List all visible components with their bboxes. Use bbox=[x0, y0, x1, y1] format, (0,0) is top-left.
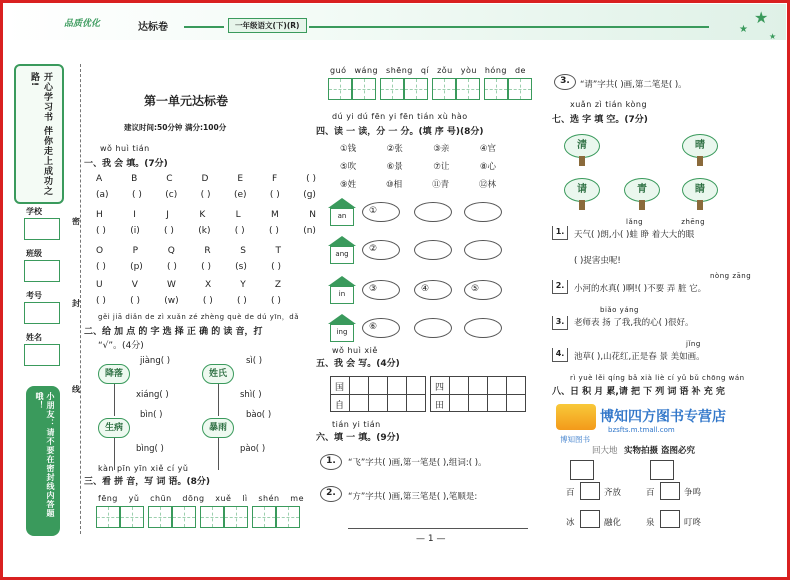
section5-title: 五、我 会 写。(4分) bbox=[316, 359, 400, 369]
letter-cell: S bbox=[240, 246, 246, 256]
header-rule-right bbox=[309, 26, 709, 28]
char-option: ⑪青 bbox=[432, 180, 450, 190]
section7-pinyin: xuǎn zì tián kòng bbox=[570, 100, 648, 109]
pinyin-syllable: guó bbox=[330, 66, 347, 75]
exam-meta: 建议时间:50分钟 满分:100分 bbox=[124, 123, 227, 132]
page-number: — 1 — bbox=[416, 534, 446, 544]
pinyin-option[interactable]: bào( ) bbox=[246, 410, 272, 420]
letter-cell: M bbox=[271, 210, 279, 220]
section1-title: 一、我 会 填。(7分) bbox=[84, 159, 168, 169]
grade-tag: 一年级语文(下)(R) bbox=[228, 18, 307, 33]
tree-char bbox=[564, 178, 600, 210]
section4-pinyin: dú yi dú fēn yi fēn tián xù hào bbox=[332, 112, 468, 121]
cloud-answer[interactable] bbox=[464, 202, 502, 222]
phrase-prefix: 百 bbox=[566, 488, 575, 498]
pinyin-option[interactable]: xiáng( ) bbox=[136, 390, 169, 400]
class-field[interactable] bbox=[24, 260, 60, 282]
sentence-pinyin: jǐng bbox=[686, 340, 701, 348]
header-rule bbox=[184, 26, 224, 28]
writing-box[interactable] bbox=[224, 506, 248, 528]
letter-cell: F bbox=[271, 174, 278, 184]
sentence: ( )捉害虫呢! bbox=[574, 256, 621, 266]
name-field[interactable] bbox=[24, 344, 60, 366]
tree-char bbox=[682, 134, 718, 166]
tree-label: 请 bbox=[564, 178, 600, 202]
letter-cell: ( ) bbox=[202, 296, 213, 306]
letter-row bbox=[96, 210, 316, 220]
writing-box[interactable] bbox=[432, 78, 456, 100]
char-option: ①钱 bbox=[340, 144, 357, 154]
letter-cell: ( ) bbox=[269, 226, 279, 236]
letter-cell: ( ) bbox=[130, 296, 140, 306]
pinyin-syllable: yǔ bbox=[128, 494, 140, 503]
word-pinyin bbox=[98, 494, 304, 503]
letter-cell: B bbox=[131, 174, 138, 184]
char-row bbox=[340, 178, 496, 190]
char-option: ⑦让 bbox=[433, 162, 450, 172]
writing-box[interactable] bbox=[252, 506, 276, 528]
letter-cell: V bbox=[131, 280, 138, 290]
house-icon bbox=[328, 198, 356, 226]
house-label: in bbox=[330, 286, 354, 304]
slogan-scroll bbox=[14, 64, 64, 204]
header-band bbox=[4, 4, 786, 40]
writing-box[interactable] bbox=[456, 78, 480, 100]
tree-char bbox=[624, 178, 660, 210]
letter-cell: J bbox=[166, 210, 169, 220]
pinyin-syllable: fēng bbox=[98, 494, 118, 503]
letter-row bbox=[96, 226, 316, 236]
pinyin-syllable: shén bbox=[258, 494, 280, 503]
pinyin-syllable: qí bbox=[420, 66, 430, 75]
question-1: “飞”字共( )画,第一笔是( ),组词:( )。 bbox=[348, 458, 487, 468]
section7-title: 七、选 字 填 空。(7分) bbox=[552, 115, 648, 125]
crown-badge: 2. bbox=[552, 280, 568, 294]
writing-box[interactable] bbox=[484, 78, 508, 100]
cloud-number: ③ bbox=[369, 284, 378, 294]
pinyin-syllable: de bbox=[514, 66, 526, 75]
sentence: 小河的水真( )啊!( )不要 弄 脏 它。 bbox=[574, 284, 707, 294]
flower-word: 姓氏 bbox=[202, 364, 234, 384]
flower-word: 生病 bbox=[98, 418, 130, 438]
section6-title: 六、填 一 填。(9分) bbox=[316, 433, 400, 443]
partial-phrase: 回大地 bbox=[592, 446, 618, 456]
phrase-suffix: 融化 bbox=[604, 518, 622, 528]
sentence-pinyin: biǎo yáng bbox=[600, 306, 639, 314]
cloud-answer[interactable] bbox=[362, 318, 400, 338]
book-title: 达标卷 bbox=[138, 22, 168, 33]
pinyin-option[interactable]: pào( ) bbox=[240, 444, 266, 454]
shop-logo-text: 博知图书 bbox=[560, 435, 590, 444]
stroke-cell-label: 国 bbox=[335, 383, 345, 393]
flower-stem bbox=[218, 436, 219, 470]
flower-word: 降落 bbox=[98, 364, 130, 384]
house-label: ang bbox=[330, 246, 354, 264]
letter-cell: U bbox=[96, 280, 103, 290]
pinyin-syllable: wáng bbox=[354, 66, 379, 75]
house-icon bbox=[328, 276, 356, 304]
stroke-cell-label: 田 bbox=[435, 401, 445, 411]
cloud-answer[interactable] bbox=[362, 280, 400, 300]
letter-cell: Z bbox=[274, 280, 281, 290]
cut-mark: 线 bbox=[72, 385, 80, 394]
flower-word: 暴雨 bbox=[202, 418, 234, 438]
char-option: ⑤吹 bbox=[340, 162, 357, 172]
pinyin-syllable: yòu bbox=[460, 66, 477, 75]
letter-cell: O bbox=[96, 246, 104, 256]
section2-pinyin: gěi jiā diǎn de zì xuǎn zé zhèng què de dú yīn，dǎ bbox=[98, 313, 299, 321]
cut-mark: 封 bbox=[72, 299, 80, 308]
grid-line bbox=[468, 377, 469, 411]
letter-row bbox=[96, 246, 281, 256]
letter-row bbox=[96, 190, 316, 200]
phrase-suffix: 齐放 bbox=[604, 488, 622, 498]
letter-row bbox=[96, 262, 281, 272]
cloud-answer[interactable] bbox=[414, 318, 452, 338]
sentence: 天气( )朗,小( )蛙 睁 着大大的眼 bbox=[574, 230, 695, 240]
letter-grid bbox=[96, 174, 316, 314]
section8-pinyin: rì yuè lěi qíng bǎ xià liè cí yǔ bǔ chōng wán bbox=[570, 374, 745, 382]
section1-pinyin: wǒ huì tián bbox=[100, 144, 150, 153]
char-row bbox=[340, 160, 496, 172]
letter-cell: Q bbox=[167, 246, 175, 256]
phrase-suffix: 争鸣 bbox=[684, 488, 702, 498]
top-words-pinyin bbox=[330, 66, 526, 75]
slogan-text: 开心学习书 伴你走上成功之路! bbox=[29, 72, 52, 197]
letter-cell: ( ) bbox=[96, 262, 106, 272]
letter-cell: ( ) bbox=[131, 190, 142, 200]
letter-cell: ( ) bbox=[306, 174, 316, 184]
pinyin-syllable: zǒu bbox=[437, 66, 453, 75]
letter-row bbox=[96, 174, 316, 184]
notice-banner bbox=[26, 386, 60, 536]
star-icon: ★ bbox=[754, 8, 769, 27]
section5-pinyin: wǒ huì xiě bbox=[332, 346, 378, 355]
notice-text: 小朋友：请不要在密封线内答题哦！ bbox=[35, 392, 55, 518]
footer-rule bbox=[348, 528, 528, 529]
pinyin-syllable: me bbox=[290, 494, 304, 503]
tree-label: 青 bbox=[624, 178, 660, 202]
letter-cell: (w) bbox=[164, 296, 179, 306]
char-option: ⑧心 bbox=[479, 162, 496, 172]
house-label: ing bbox=[330, 324, 354, 342]
cloud-answer[interactable] bbox=[414, 280, 452, 300]
flower-stem bbox=[114, 380, 115, 416]
letter-cell: (e) bbox=[233, 190, 247, 200]
crown-badge: 3. bbox=[552, 316, 568, 330]
photo-notice: 实物拍摄 盗图必究 bbox=[624, 446, 695, 456]
pinyin-option[interactable]: bìng( ) bbox=[136, 444, 164, 454]
letter-cell: Y bbox=[240, 280, 246, 290]
star-icon: ★ bbox=[769, 32, 777, 41]
cloud-answer[interactable] bbox=[464, 280, 502, 300]
tree-char bbox=[564, 134, 600, 166]
char-option: ③亲 bbox=[433, 144, 450, 154]
sentence-pinyin: nòng zāng bbox=[710, 272, 752, 280]
house-icon bbox=[328, 314, 356, 342]
letter-cell: D bbox=[201, 174, 209, 184]
cloud-number: ① bbox=[369, 206, 378, 216]
phrase-prefix: 百 bbox=[646, 488, 655, 498]
writing-box[interactable] bbox=[380, 78, 404, 100]
pinyin-syllable: chūn bbox=[150, 494, 172, 503]
letter-row bbox=[96, 280, 281, 290]
seal-line bbox=[80, 64, 81, 534]
section2-tail: “√”。(4分) bbox=[98, 341, 144, 351]
phrase-suffix: 叮咚 bbox=[684, 518, 702, 528]
letter-row bbox=[96, 296, 281, 306]
phrase-box[interactable] bbox=[580, 510, 600, 528]
char-option: ②张 bbox=[386, 144, 403, 154]
sentence: 池草( ),山花红,正是春 景 美如画。 bbox=[574, 352, 705, 362]
question-3: “请”字共( )画,第二笔是( )。 bbox=[580, 80, 687, 90]
grid-line bbox=[406, 377, 407, 411]
letter-cell: (i) bbox=[130, 226, 140, 236]
cloud-answer[interactable] bbox=[362, 240, 400, 260]
section8-title: 八、日 积 月 累,请 把 下 列 词 语 补 充 完 bbox=[552, 387, 725, 397]
char-option: ⑫林 bbox=[478, 180, 496, 190]
writing-box[interactable] bbox=[96, 506, 120, 528]
pinyin-option[interactable]: bìn( ) bbox=[140, 410, 163, 420]
field-label-school: 学校 bbox=[26, 207, 42, 216]
stroke-grid bbox=[330, 376, 426, 412]
letter-cell: H bbox=[96, 210, 103, 220]
writing-box[interactable] bbox=[200, 506, 224, 528]
cloud-number: ⑤ bbox=[471, 284, 480, 294]
writing-box[interactable] bbox=[172, 506, 196, 528]
section6-pinyin: tián yi tián bbox=[332, 420, 381, 429]
letter-cell: T bbox=[275, 246, 281, 256]
letter-cell: ( ) bbox=[236, 296, 247, 306]
pinyin-syllable: xuě bbox=[215, 494, 232, 503]
question-badge-3: 3. bbox=[554, 74, 576, 90]
pinyin-syllable: dōng bbox=[182, 494, 205, 503]
phrase-box[interactable] bbox=[580, 482, 600, 500]
letter-cell: ( ) bbox=[269, 190, 280, 200]
grid-line bbox=[487, 377, 488, 411]
section4-title: 四、读 一 读，分 一 分。(填 序 号)(8分) bbox=[316, 127, 484, 137]
star-icon: ★ bbox=[739, 24, 748, 35]
letter-cell: ( ) bbox=[271, 296, 281, 306]
letter-cell: ( ) bbox=[234, 226, 245, 236]
letter-cell: ( ) bbox=[164, 226, 174, 236]
grid-line bbox=[349, 377, 350, 411]
cloud-number: ④ bbox=[421, 284, 430, 294]
school-field[interactable] bbox=[24, 218, 60, 240]
crown-badge: 1. bbox=[552, 226, 568, 240]
phrase-box[interactable] bbox=[570, 460, 594, 480]
letter-cell: E bbox=[237, 174, 244, 184]
tree-char bbox=[682, 178, 718, 210]
shop-url: bzsfts.m.tmall.com bbox=[608, 426, 675, 434]
sentence: 老师表 扬 了我,我的心( )很好。 bbox=[574, 318, 694, 328]
exam-number-field[interactable] bbox=[24, 302, 60, 324]
letter-cell: ( ) bbox=[271, 262, 281, 272]
grid-line bbox=[387, 377, 388, 411]
char-option: ⑥景 bbox=[386, 162, 403, 172]
section3-title: 三、看 拼 音，写 词 语。(8分) bbox=[84, 477, 211, 487]
char-option: ⑩相 bbox=[386, 180, 403, 190]
cloud-number: ⑥ bbox=[369, 322, 378, 332]
letter-cell: P bbox=[132, 246, 139, 256]
letter-cell: ( ) bbox=[200, 190, 211, 200]
letter-cell: ( ) bbox=[201, 262, 211, 272]
pinyin-syllable: shēng bbox=[386, 66, 413, 75]
char-option: ④官 bbox=[479, 144, 496, 154]
cut-mark: 密 bbox=[72, 217, 80, 226]
phrase-box[interactable] bbox=[660, 510, 680, 528]
letter-cell: L bbox=[235, 210, 241, 220]
cloud-answer[interactable] bbox=[414, 240, 452, 260]
letter-cell: (a) bbox=[96, 190, 109, 200]
pinyin-option[interactable]: jiàng( ) bbox=[140, 356, 171, 366]
phrase-prefix: 冰 bbox=[566, 518, 575, 528]
field-label-class: 班级 bbox=[26, 249, 42, 258]
cloud-answer[interactable] bbox=[464, 318, 502, 338]
series-logo: 品质优化 bbox=[64, 19, 101, 29]
letter-cell: K bbox=[199, 210, 206, 220]
letter-cell: N bbox=[309, 210, 316, 220]
letter-cell: ( ) bbox=[96, 226, 106, 236]
crown-badge: 4. bbox=[552, 348, 568, 362]
grid-line bbox=[331, 394, 425, 395]
flower-stem bbox=[218, 380, 219, 416]
grid-line bbox=[449, 377, 450, 411]
sentence-pinyin: lǎng zhēng bbox=[626, 218, 706, 226]
cloud-answer[interactable] bbox=[362, 202, 400, 222]
section3-pinyin: kàn pīn yīn xiě cí yǔ bbox=[98, 464, 189, 473]
tree-label: 晴 bbox=[682, 134, 718, 158]
grid-line bbox=[431, 394, 525, 395]
letter-cell: (p) bbox=[130, 262, 143, 272]
writing-box[interactable] bbox=[352, 78, 376, 100]
shop-name: 博知四方图书专营店 bbox=[600, 409, 726, 425]
question-2: “方”字共( )画,第三笔是( ),笔顺是: bbox=[348, 492, 478, 502]
pinyin-syllable: hóng bbox=[484, 66, 507, 75]
cloud-answer[interactable] bbox=[414, 202, 452, 222]
phrase-prefix: 泉 bbox=[646, 518, 655, 528]
letter-cell: X bbox=[204, 280, 212, 290]
letter-cell: (g) bbox=[303, 190, 316, 200]
house-icon bbox=[328, 236, 356, 264]
grid-line bbox=[368, 377, 369, 411]
tree-label: 睛 bbox=[682, 178, 718, 202]
phrase-box[interactable] bbox=[650, 460, 674, 480]
letter-cell: R bbox=[204, 246, 211, 256]
letter-cell: A bbox=[96, 174, 103, 184]
writing-box[interactable] bbox=[508, 78, 532, 100]
letter-cell: ( ) bbox=[96, 296, 106, 306]
writing-box[interactable] bbox=[276, 506, 300, 528]
pinyin-option[interactable]: shì( ) bbox=[240, 390, 262, 400]
letter-cell: (k) bbox=[198, 226, 211, 236]
writing-box[interactable] bbox=[120, 506, 144, 528]
stroke-cell-label: 自 bbox=[335, 401, 345, 411]
field-label-exam-number: 考号 bbox=[26, 291, 42, 300]
phrase-box[interactable] bbox=[660, 482, 680, 500]
grid-line bbox=[506, 377, 507, 411]
cloud-number: ② bbox=[369, 244, 378, 254]
shop-logo-icon bbox=[556, 404, 596, 430]
letter-cell: I bbox=[133, 210, 136, 220]
section2-title: 二、给 加 点 的 字 选 择 正 确 的 读 音，打 bbox=[84, 327, 263, 337]
writing-box[interactable] bbox=[404, 78, 428, 100]
exam-title: 第一单元达标卷 bbox=[144, 94, 229, 108]
letter-cell: (n) bbox=[303, 226, 316, 236]
field-label-name: 姓名 bbox=[26, 333, 42, 342]
stroke-cell-label: 四 bbox=[435, 383, 445, 393]
cloud-answer[interactable] bbox=[464, 240, 502, 260]
char-row bbox=[340, 142, 496, 154]
exam-page bbox=[4, 4, 786, 576]
char-option: ⑨姓 bbox=[340, 180, 357, 190]
letter-cell: C bbox=[166, 174, 173, 184]
stroke-grid bbox=[430, 376, 526, 412]
letter-cell: ( ) bbox=[167, 262, 177, 272]
letter-cell: (s) bbox=[235, 262, 247, 272]
pinyin-syllable: lì bbox=[242, 494, 248, 503]
letter-cell: W bbox=[166, 280, 176, 290]
writing-box[interactable] bbox=[328, 78, 352, 100]
question-badge-2: 2. bbox=[320, 486, 342, 502]
question-badge-1: 1. bbox=[320, 454, 342, 470]
pinyin-option[interactable]: sì( ) bbox=[246, 356, 263, 366]
writing-box[interactable] bbox=[148, 506, 172, 528]
tree-label: 清 bbox=[564, 134, 600, 158]
letter-cell: (c) bbox=[165, 190, 178, 200]
house-label: an bbox=[330, 208, 354, 226]
